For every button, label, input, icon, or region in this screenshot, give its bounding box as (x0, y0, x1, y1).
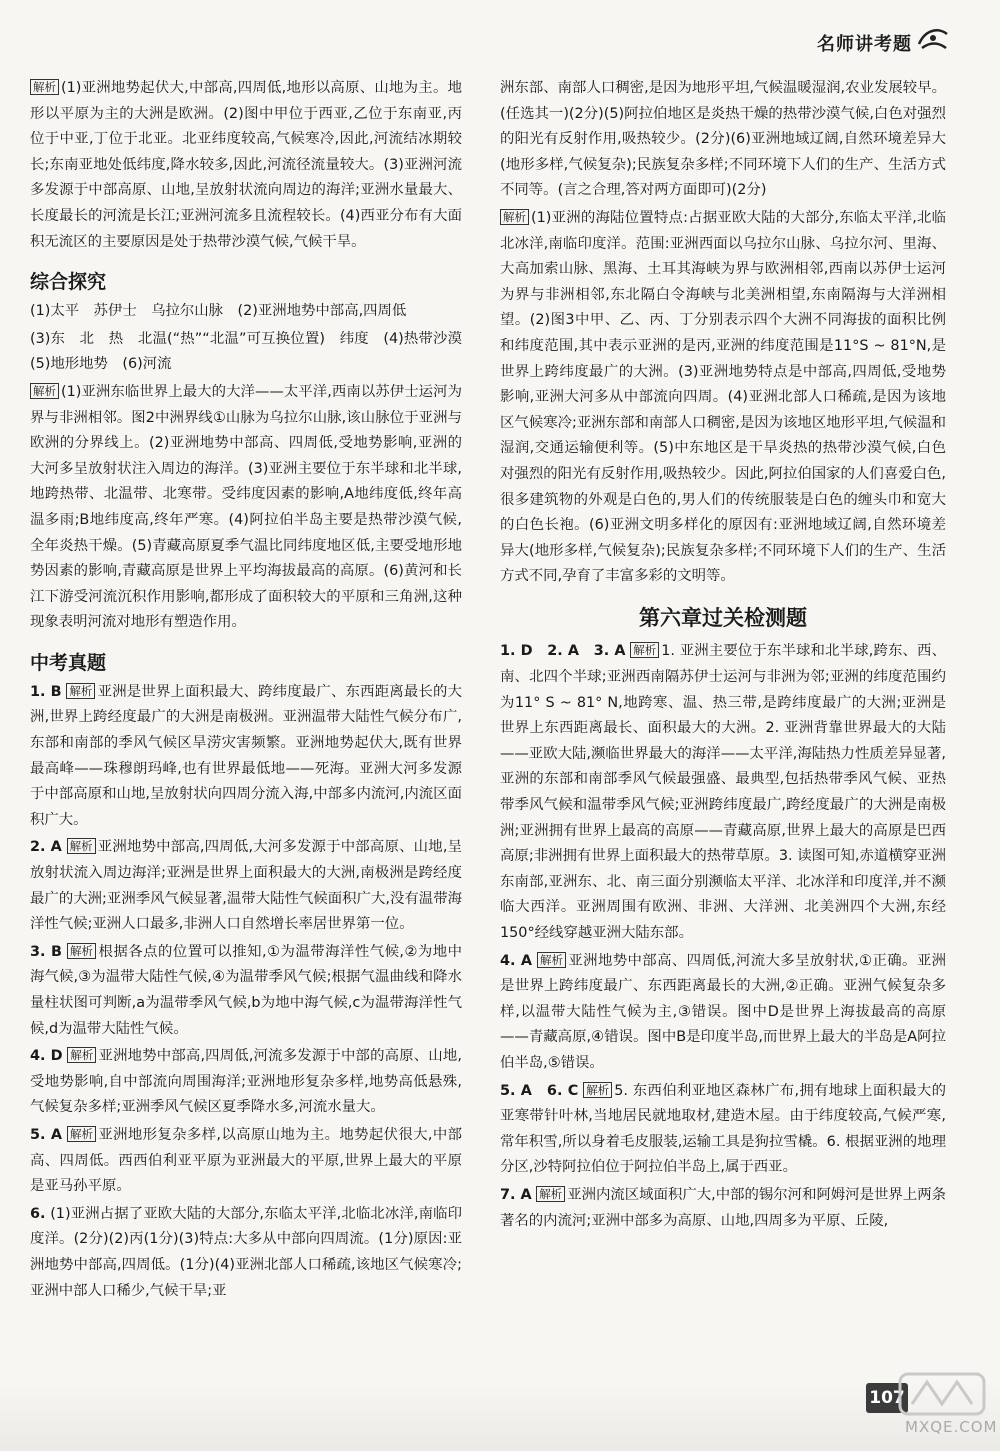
list-item: 2. A 解析 亚洲地势中部高,四周低,大河多发源于中部高原、山地,呈放射状流入周边海洋;亚洲是世界上面积最大的大洲,南极洲是跨经度最广的大洲;亚洲季风气候显著,温带大陆性气候面积广大,没有温带海洋性气候;亚洲人口最多,非洲人口自然增长率居世界第一位。 (30, 839, 462, 933)
chapter-title: 第六章过关检测题 (639, 605, 807, 630)
list-item: 1. D 2. A 3. A 解析 1. 亚洲主要位于东半球和北半球,跨东、西、南、北四个半球;亚洲西南隔苏伊士运河与非洲为邻;亚洲的纬度范围约为11° S ~ 81° N,地跨寒、温、热三带,是跨纬度最广的大洲;亚洲是世界上东西距离最长、面积最大的大洲。2. 亚洲背靠世界最大的大陆——亚欧大陆,濒临世界最大的海洋——太平洋,海陆热力性质差异显著,亚洲的东部和南部季风气候最强盛、最典型,包括热带季风气候、亚热带季风气候和温带季风气候;亚洲跨纬度最广,跨经度最广的大洲是南极洲;亚洲拥有世界上最高的高原——青藏高原,世界上最大的高原是巴西高原;非洲拥有世界上面积最大的热带草原。3. 读图可知,赤道横穿亚洲东南部,亚洲东、北、南三面分别濒临太平洋、北冰洋和印度洋,并不濒临大西洋。亚洲周围有欧洲、非洲、大洋洲、北美洲四个大洲,东经150°经线穿越亚洲大陆东部。 (500, 643, 946, 941)
continued-answer: 洲东部、南部人口稠密,是因为地形平坦,气候温暖湿润,农业发展较早。(任选其一)(2分)(5)阿拉伯地区是炎热干燥的热带沙漠气候,白色对强烈的阳光有反射作用,吸热较少。(2分)(6)亚洲地域辽阔,自然环境差异大(地形多样,气候复杂);民族复杂多样;不同环境下人们的生产、生活方式不同等。(言之合理,答对两方面即可)(2分) (500, 80, 946, 199)
logo-swoosh-icon (916, 24, 950, 54)
list-item: 6. (1)亚洲占据了亚欧大陆的大部分,东临太平洋,北临北冰洋,南临印度洋。(2分)(2)丙(1分)(3)特点:大多从中部向四周流。(1分)原因:亚洲地势中部高,四周低。(1分)(4)亚洲北部人口稀疏,该地区气候寒冷;亚洲中部人口稀少,气候干旱;亚 (30, 1205, 462, 1299)
watermark-text: MXQE.COM (905, 1418, 998, 1436)
page-number: 107 (866, 1383, 908, 1413)
section-zonghe-title: 综合探究 (30, 271, 107, 294)
list-item: 4. D 解析 亚洲地势中部高,四周低,河流多发源于中部的高原、山地,受地势影响,自中部流向周围海洋;亚洲地形复杂多样,地势高低悬殊,气候复杂多样;亚洲季风气候区夏季降水多,河流水量大。 (30, 1048, 462, 1116)
right-column (500, 76, 946, 1236)
zonghe-answer-1: (1)太平 苏伊士 乌拉尔山脉 (2)亚洲地势中部高,四周低 (30, 303, 407, 320)
analysis-tag: 解析 (30, 383, 59, 399)
list-item: 4. A 解析 亚洲地势中部高、四周低,河流大多呈放射状,①正确。亚洲是世界上跨纬度最广、东西距离最长的大洲,②正确。亚洲气候复杂多样,以温带大陆性气候为主,③错误。图中D是世界上海拔最高的高原——青藏高原,④错误。图中B是印度半岛,而世界上最大的半岛是A阿拉伯半岛,⑤错误。 (500, 952, 946, 1071)
header-title: 名师讲考题 (817, 34, 912, 55)
section-zhongkao-title: 中考真题 (30, 651, 107, 674)
zonghe-answer-2: (3)东 北 热 北温(“热”“北温”可互换位置) 纬度 (4)热带沙漠 (5)地形地势 (6)河流 (30, 330, 477, 373)
list-item: 5. A 6. C 解析 5. 东西伯利亚地区森林广布,拥有地球上面积最大的亚寒带针叶林,当地居民就地取材,建造木屋。由于纬度较高,气候严寒,常年积雪,所以身着毛皮服装,运输工具是狗拉雪橇。6. 根据亚洲的地理分区,沙特阿拉伯位于阿拉伯半岛上,属于西亚。 (500, 1082, 946, 1176)
left-column (30, 76, 477, 1306)
zonghe-analysis: 解析 (1)亚洲东临世界上最大的大洋——太平洋,西南以苏伊士运河为界与非洲相邻。图2中洲界线①山脉为乌拉尔山脉,该山脉位于亚洲与欧洲的分界线上。(2)亚洲地势中部高、四周低,受地势影响,亚洲的大河多呈放射状注入周边的海洋。(3)亚洲主要位于东半球和北半球,地跨热带、北温带、北寒带。受纬度因素的影响,A地纬度低,终年高温多雨;B地纬度高,终年严寒。(4)阿拉伯半岛主要是热带沙漠气候,全年炎热干燥。(5)青藏高原夏季气温比同纬度地区低,主要受地形地势因素的影响,青藏高原是世界上平均海拔最高的高原。(6)黄河和长江下游受河流沉积作用影响,都形成了面积较大的平原和三角洲,这种现象表明河流对地形有塑造作用。 (30, 383, 462, 631)
list-item: 3. B 解析 根据各点的位置可以推知,①为温带海洋性气候,②为地中海气候,③为温带大陆性气候,④为温带季风气候;根据气温曲线和降水量柱状图可判断,a为温带季风气候,b为地中海气候,c为温带海洋性气候,d为温带大陆性气候。 (30, 943, 462, 1037)
analysis-tag: 解析 (500, 209, 529, 225)
right-analysis: 解析 (1)亚洲的海陆位置特点:占据亚欧大陆的大部分,东临太平洋,北临北冰洋,南临印度洋。范围:亚洲西面以乌拉尔山脉、乌拉尔河、里海、大高加索山脉、黑海、土耳其海峡为界与欧洲相邻,西南以苏伊士运河为界与非洲相邻,东北隔白令海峡与北美洲相望,东南隔海与大洋洲相望。(2)图3中甲、乙、丙、丁分别表示四个大洲不同海拔的面积比例和纬度范围,其中表示亚洲的是丙,亚洲的纬度范围是11°S ~ 81°N,是世界上跨纬度最广的大洲。(3)亚洲地势特点是中部高,四周低,受地势影响,亚洲大河多从中部流向四周。(4)亚洲北部人口稀疏,是因为该地区气候寒冷;亚洲东部和南部人口稠密,是因为该地区地形平坦,气候温和湿润,交通运输便利等。(5)中东地区是干旱炎热的热带沙漠气候,白色对强烈的阳光有反射作用,吸热较少。因此,阿拉伯国家的人们喜爱白色,很多建筑物的外观是白色的,男人们的传统服装是白色的缠头巾和宽大的白色长袍。(6)亚洲文明多样化的原因有:亚洲地域辽阔,自然环境差异大(地形多样,气候复杂);民族复杂多样;不同环境下人们的生产、生活方式不同,孕育了丰富多彩的文明等。 (500, 209, 946, 585)
page-bottom-shadow (0, 1380, 1000, 1451)
analysis-tag: 解析 (30, 79, 59, 95)
list-item: 7. A 解析 亚洲内流区域面积广大,中部的锡尔河和阿姆河是世界上两条著名的内流河;亚洲中部多为高原、山地,四周多为平原、丘陵, (500, 1186, 946, 1229)
intro-analysis: 解析 (1)亚洲地势起伏大,中部高,四周低,地形以高原、山地为主。地形以平原为主的大洲是欧洲。(2)图中甲位于西亚,乙位于东南亚,丙位于中亚,丁位于北亚。北亚纬度较高,气候寒冷,因此,河流结冰期较长;东南亚地处低纬度,降水较多,因此,河流径流量较大。(3)亚洲河流多发源于中部高原、山地,呈放射状流向周边的海洋;亚洲水量最大、长度最长的河流是长江;亚洲河流多且流程较长。(4)西亚分布有大面积无流区的主要原因是处于热带沙漠气候,气候干旱。 (30, 80, 462, 250)
list-item: 1. B 解析 亚洲是世界上面积最大、跨纬度最广、东西距离最长的大洲,世界上跨经度最广的大洲是南极洲。亚洲温带大陆性气候分布广,东部和南部的季风气候区旱涝灾害频繁。亚洲地势起伏大,既有世界最高峰——珠穆朗玛峰,也有世界最低地——死海。亚洲大河多发源于中部高原和山地,呈放射状向四周分流入海,中部多内流河,内流区面积广大。 (30, 683, 462, 828)
list-item: 5. A 解析 亚洲地形复杂多样,以高原山地为主。地势起伏很大,中部高、四周低。西西伯利亚平原为亚洲最大的平原,世界上最大的平原是亚马孙平原。 (30, 1126, 462, 1195)
